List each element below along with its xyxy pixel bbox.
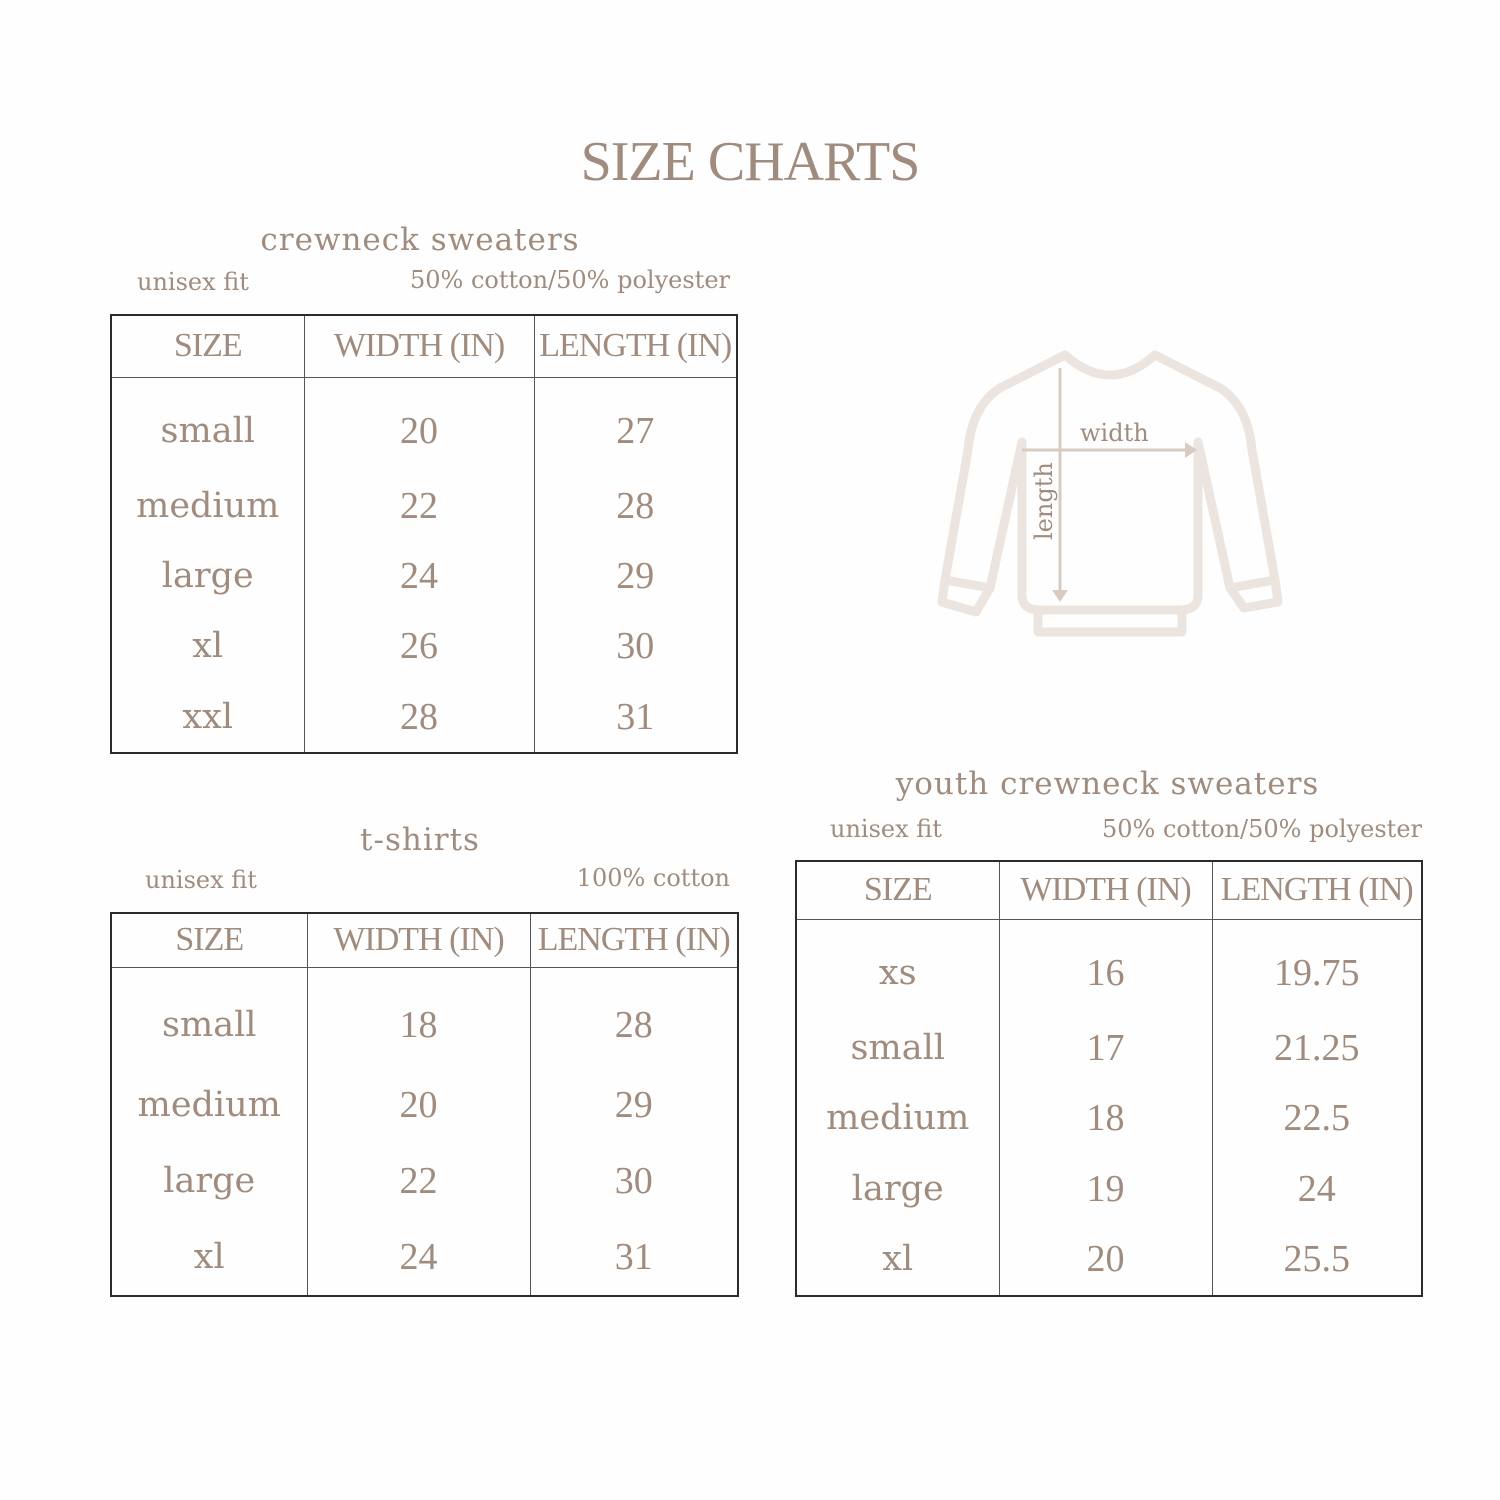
column-header: SIZE [796,861,999,919]
youth-material: 50% cotton/50% polyester [1101,815,1422,843]
table-row [111,1068,738,1144]
table-header-row [796,861,1422,919]
length-label: length [1030,462,1058,540]
length-cell: 31 [534,681,737,753]
tshirts-size-table [110,912,739,1297]
table-row [111,1219,738,1296]
width-cell: 26 [304,611,534,681]
length-cell: 21.25 [1212,1013,1422,1083]
width-cell: 22 [307,1143,530,1219]
size-cell: xxl [182,696,234,737]
table-header-row [111,315,737,377]
tshirts-material: 100% cotton [576,864,730,892]
column-header: LENGTH (IN) [534,315,737,377]
size-cell: xl [193,1236,225,1277]
table-row [111,681,737,753]
length-cell: 19.75 [1212,919,1422,1013]
column-header: SIZE [111,913,307,967]
length-cell: 30 [530,1143,738,1219]
size-cell: medium [826,1098,970,1139]
table-row [796,1013,1422,1083]
tshirts-section-title: t-shirts [360,822,480,858]
column-header: SIZE [111,315,304,377]
youth-fit: unisex fit [830,815,942,843]
size-cell: large [161,555,254,596]
width-cell: 28 [304,681,534,753]
table-row [796,1083,1422,1153]
size-cell: small [162,1004,257,1045]
column-header: WIDTH (IN) [999,861,1212,919]
crewneck-section-title: crewneck sweaters [260,222,580,258]
length-cell: 28 [534,470,737,540]
column-header: LENGTH (IN) [1212,861,1422,919]
width-label: width [1080,419,1149,447]
size-cell: large [851,1168,944,1209]
table-row [111,1143,738,1219]
size-cell: medium [136,485,280,526]
size-cell: xl [882,1239,914,1280]
length-cell: 28 [530,967,738,1068]
size-cell: large [163,1160,256,1201]
table-row [796,919,1422,1013]
length-cell: 25.5 [1212,1224,1422,1296]
youth-size-table [795,860,1423,1297]
length-cell: 22.5 [1212,1083,1422,1153]
tshirts-fit: unisex fit [145,866,257,894]
width-cell: 24 [307,1219,530,1296]
table-row [796,1153,1422,1223]
width-cell: 22 [304,470,534,540]
width-cell: 24 [304,541,534,611]
table-row [111,967,738,1068]
youth-section-title: youth crewneck sweaters [895,766,1320,802]
size-cell: xl [192,626,224,667]
size-cell: small [160,410,255,451]
crewneck-material: 50% cotton/50% polyester [409,266,730,294]
size-cell: medium [137,1085,281,1126]
length-cell: 24 [1212,1153,1422,1223]
size-cell: small [850,1027,945,1068]
length-cell: 31 [530,1219,738,1296]
width-cell: 18 [307,967,530,1068]
width-cell: 20 [304,377,534,470]
crewneck-size-table [110,314,738,754]
width-cell: 19 [999,1153,1212,1223]
page-title: SIZE CHARTS [580,131,920,193]
table-row [111,611,737,681]
width-cell: 20 [999,1224,1212,1296]
table-row [111,541,737,611]
table-row [111,377,737,470]
column-header: LENGTH (IN) [530,913,738,967]
table-row [796,1224,1422,1296]
length-cell: 30 [534,611,737,681]
table-row [111,470,737,540]
width-cell: 16 [999,919,1212,1013]
width-cell: 20 [307,1068,530,1144]
width-cell: 17 [999,1013,1212,1083]
table-header-row [111,913,738,967]
sweater-outline-icon [942,355,1278,632]
length-cell: 29 [530,1068,738,1144]
column-header: WIDTH (IN) [304,315,534,377]
crewneck-fit: unisex fit [137,268,249,296]
length-cell: 27 [534,377,737,470]
column-header: WIDTH (IN) [307,913,530,967]
sweater-diagram [930,340,1290,650]
length-cell: 29 [534,541,737,611]
size-cell: xs [878,953,917,994]
width-cell: 18 [999,1083,1212,1153]
